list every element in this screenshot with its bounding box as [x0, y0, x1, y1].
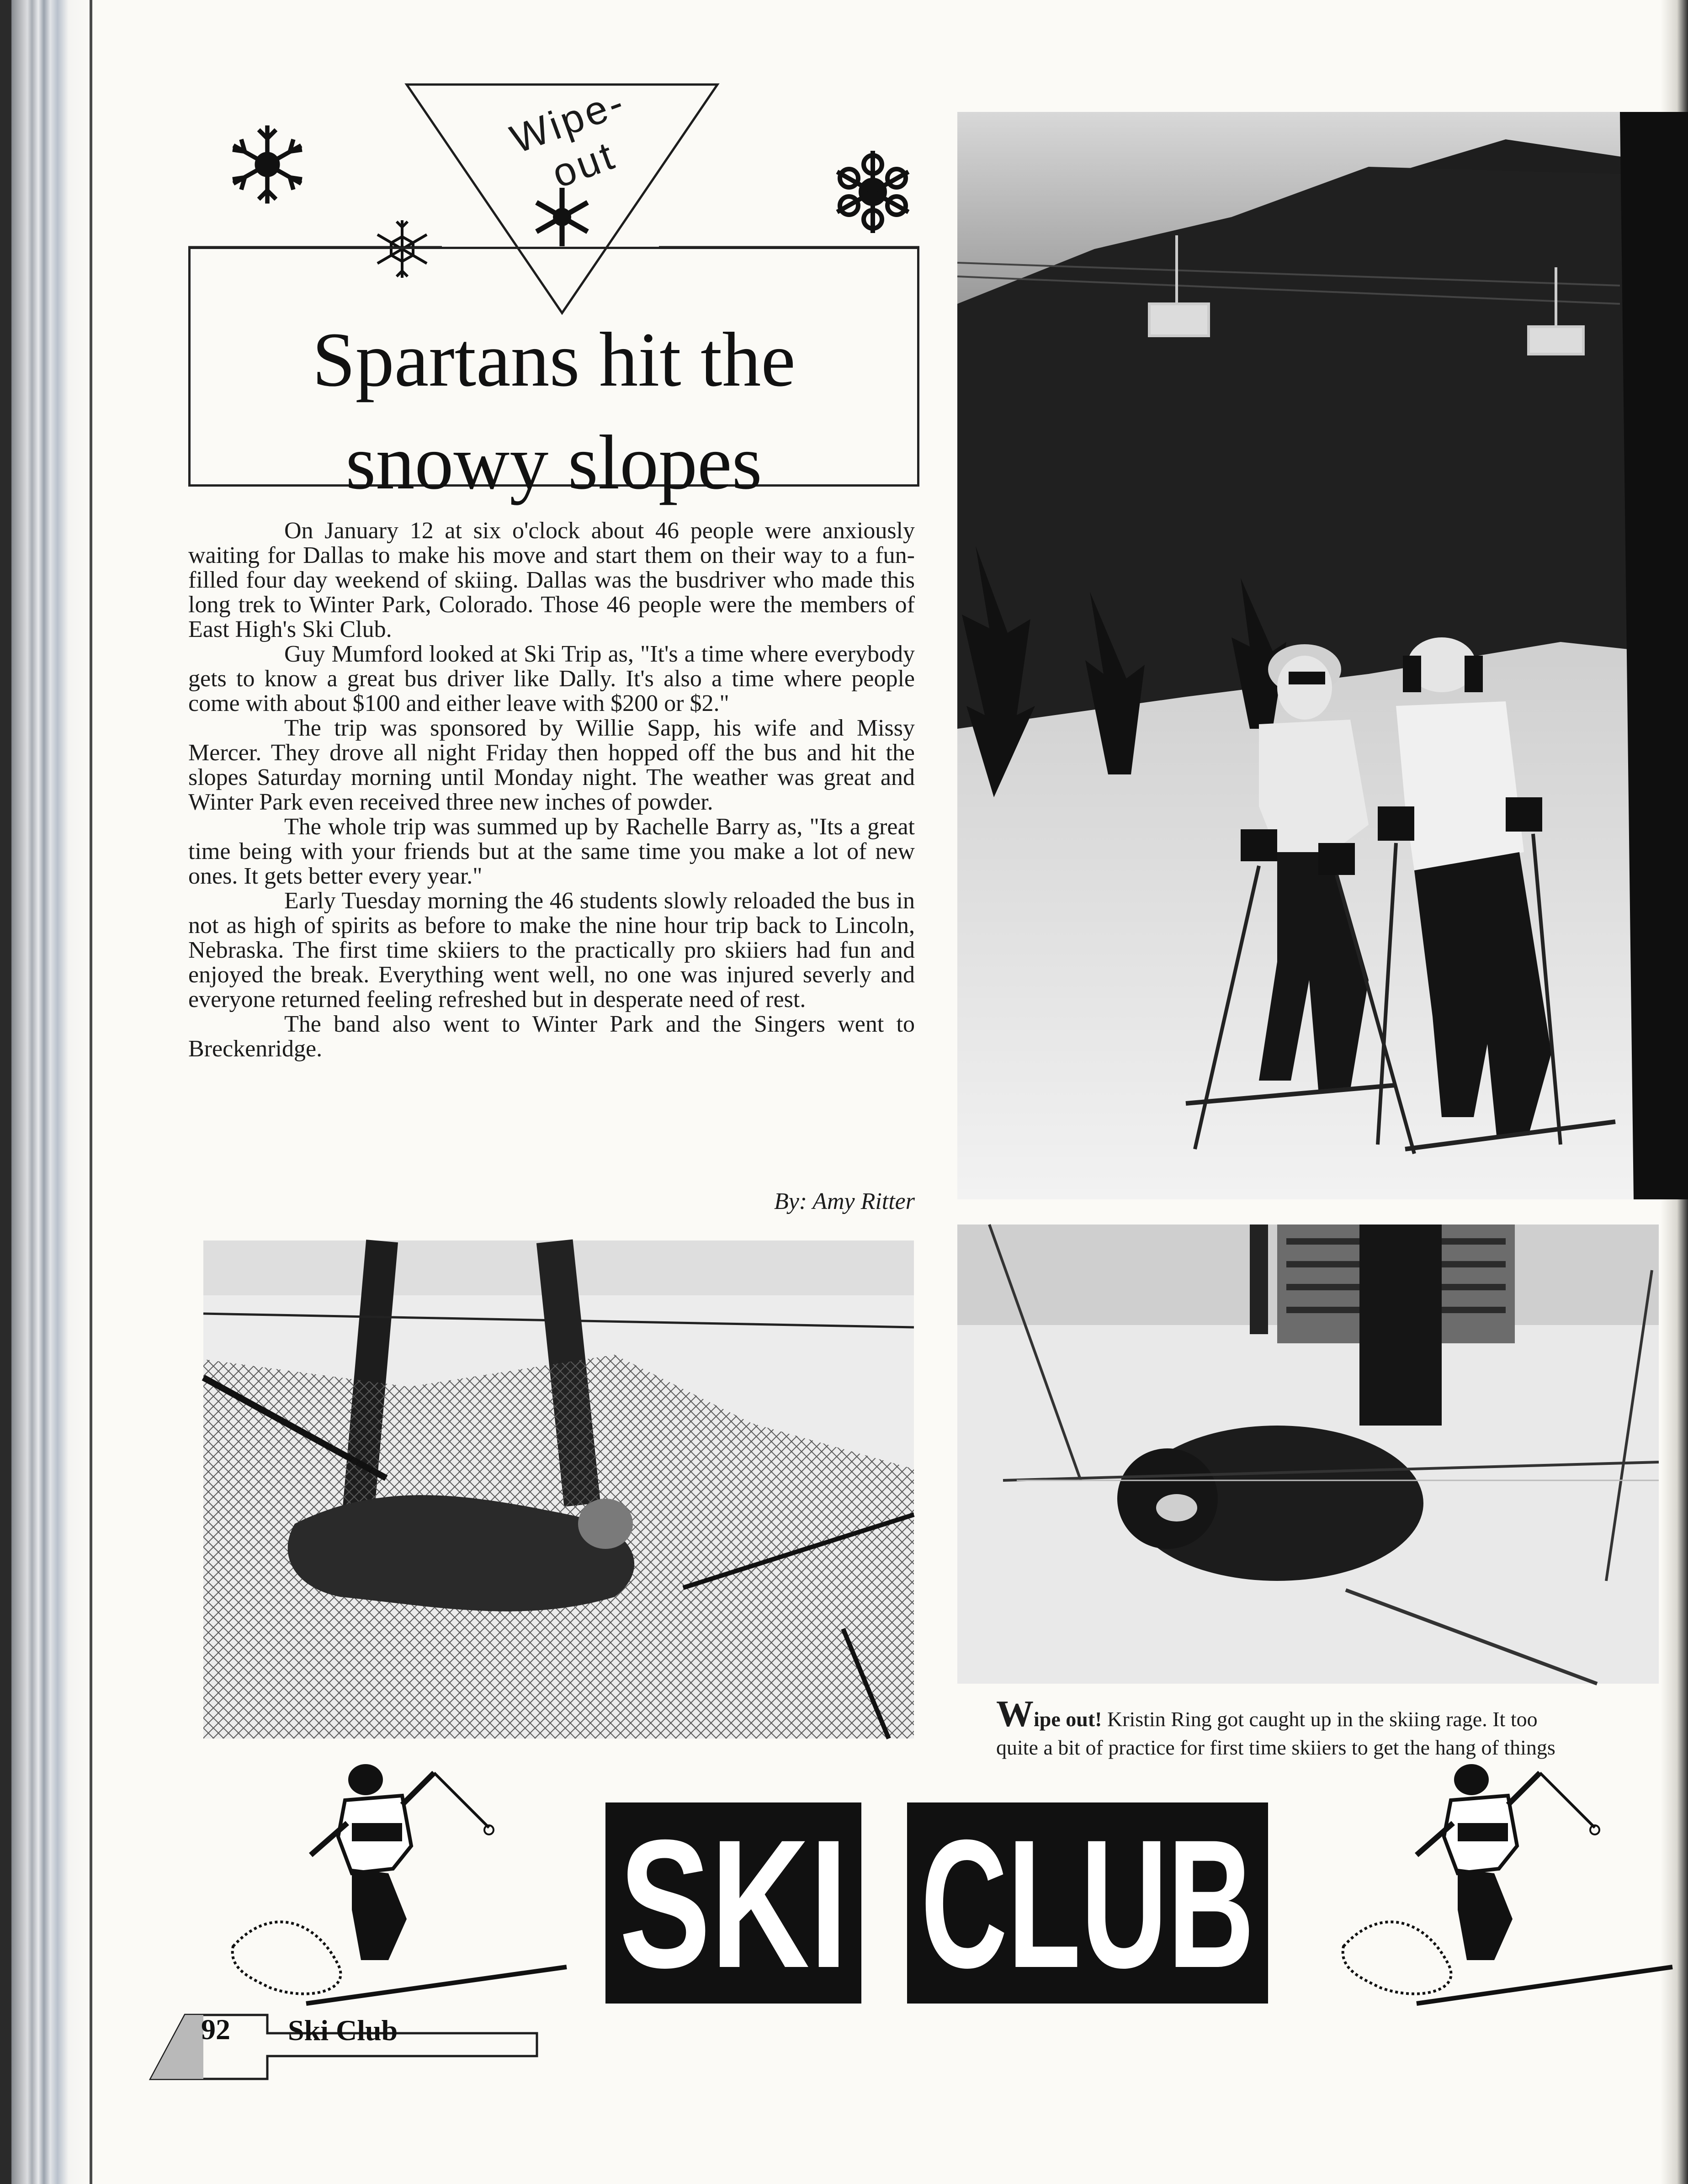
folio-section-label: Ski Club: [288, 2014, 398, 2046]
page-binding: [0, 0, 91, 2184]
snowflake-icon: [526, 180, 599, 254]
photo-fallen-skier: [957, 1225, 1659, 1684]
article-paragraph: The trip was sponsored by Willie Sapp, his wife and Missy Mercer. They drove all night Friday then hopped off the bus and hit the slopes Saturday morning until Monday night. The weather was great and Winter Park even received three new inches of powder.: [188, 715, 915, 815]
binding-edge-line: [90, 0, 92, 2184]
article-paragraph: The whole trip was summed up by Rachelle Barry as, "Its a great time being with your friends but at the same time you make a lot of new ones. It gets better every year.": [188, 814, 915, 889]
page-title: [188, 308, 919, 514]
ski-club-banner: [605, 1798, 1273, 2008]
photo-skiers-chairlift: [957, 112, 1688, 1199]
snowflake-icon: [827, 146, 918, 238]
caption-line-2: quite a bit of practice for first time skiiers to get the hang of things: [996, 1736, 1555, 1759]
photo-caption: [996, 1693, 1682, 1762]
wipe-out-label: Wipe-out: [504, 79, 632, 196]
caption-initial: W: [996, 1693, 1034, 1734]
snowflake-icon: [224, 121, 311, 208]
photo-skier-in-net: [203, 1240, 914, 1739]
headline-line-1: Spartans hit the: [312, 317, 796, 403]
skier-illustration-right: [1334, 1755, 1682, 2010]
article-body: [188, 519, 915, 1061]
caption-text: Kristin Ring got caught up in the skiing rage. It too: [1102, 1707, 1538, 1731]
page-number: 92: [201, 2013, 230, 2046]
headline-line-2: snowy slopes: [345, 419, 762, 505]
article-paragraph: The band also went to Winter Park and the Singers went to Breckenridge.: [188, 1011, 915, 1062]
article-paragraph: On January 12 at six o'clock about 46 people were anxiously waiting for Dallas to make his move and start them on their way to a fun-filled four day weekend of skiing. Dallas was the busdriver who made this long trek to Winter Park, Colorado. Those 46 people were the members of East High's Ski Club.: [188, 518, 915, 642]
ski-word: SKI: [619, 1802, 848, 2006]
caption-lead: ipe out!: [1034, 1707, 1102, 1731]
article-paragraph: Early Tuesday morning the 46 students slowly reloaded the bus in not as high of spirits as before to make the nine hour trip back to Lincoln, Nebraska. The first time skiiers to the practically pro skiiers had fun and enjoyed the break. Everything went well, no one was injured severly and everyone returned feeling refreshed but in desperate need of rest.: [188, 888, 915, 1012]
article-paragraph: Guy Mumford looked at Ski Trip as, "It's a time where everybody gets to know a great bus driver like Dally. It's also a time where people come with about $100 and either leave with $200 or $2.": [188, 641, 915, 716]
club-word: CLUB: [921, 1802, 1254, 2006]
ski-club-wordmark: [605, 1798, 1273, 2008]
skier-illustration-left: [215, 1755, 576, 2010]
byline: By: Amy Ritter: [774, 1188, 915, 1214]
